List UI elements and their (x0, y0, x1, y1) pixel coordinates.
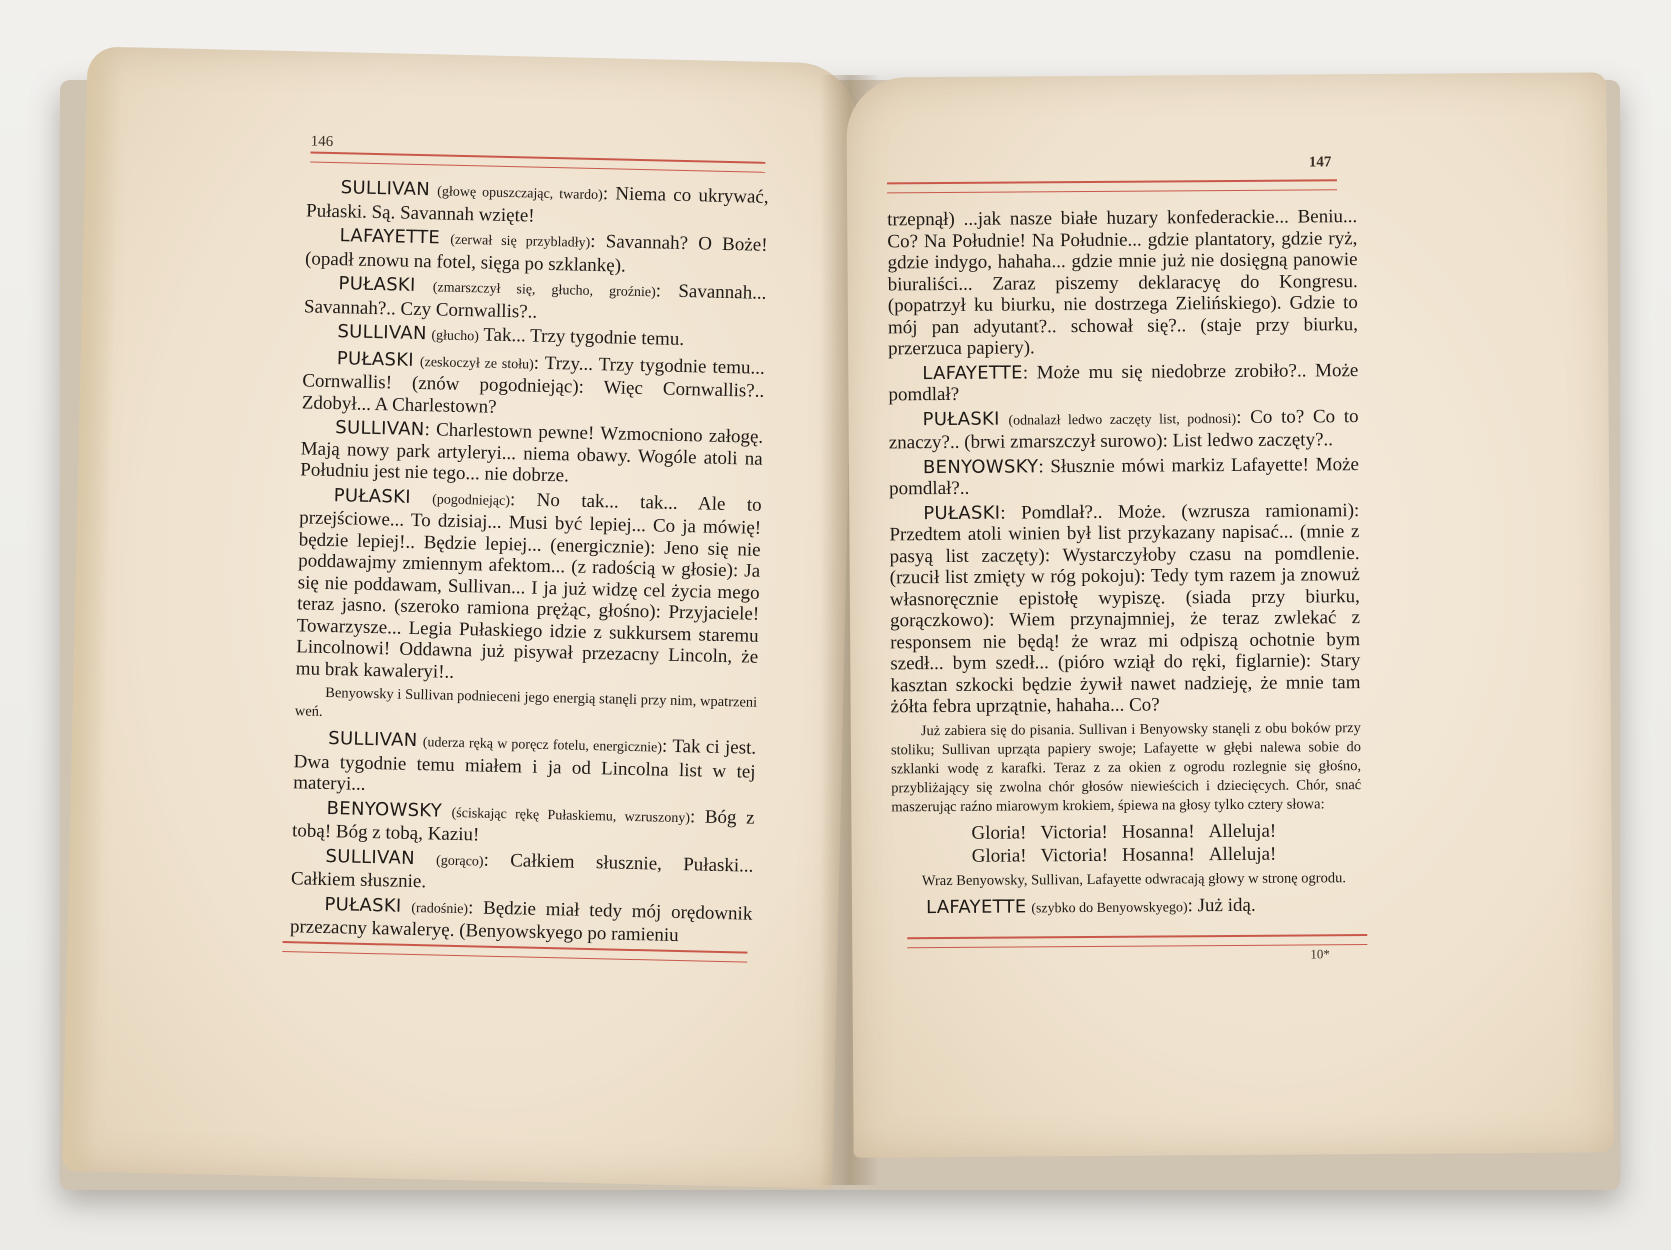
dialogue-text: : Całkiem słusznie, Pułaski... Całkiem słusznie. (290, 849, 754, 893)
stage-direction: (zerwał się przybladły) (450, 232, 591, 251)
dialogue-line (291, 845, 754, 900)
right-page (846, 72, 1614, 1157)
stage-direction: (gorąco) (435, 853, 484, 870)
song-word: Gloria! (971, 845, 1027, 867)
speaker-name: BENYOWSKY (922, 455, 1039, 478)
dialogue-text: : Bóg z tobą! Bóg z tobą, Kaziu! (291, 805, 755, 846)
dialogue-text: : Tak ci jest. Dwa tygodnie temu miałem i ja od Lincolna list w tej materyi... (292, 735, 757, 795)
dialogue-text: : Będzie miał tedy mój orędownik przezacny kawaleryę. (Benyowskyego po ramieniu (289, 896, 753, 947)
continued-text: trzepnął) ...jak nasze białe huzary konfederackie... Beniu... Co? Na Południe! Na Południe... gdzie plantatory, gdzie ryż, gdzie indygo, hahaha... gdzie mnie już nie dosięgną panowie biuraliści... Zaraz piszemy deklaracyę do Kongresu. (popatrzył ku biurku, nie dostrzega Zielińskiego). Gdzie to mój pan adyutant?.. schował się?.. (staje przy biurku, przerzuca papiery). (887, 206, 1359, 360)
dialogue-line (302, 347, 765, 424)
speaker-name: PUŁASKI (324, 893, 402, 917)
dialogue-line (889, 500, 1360, 718)
speaker-name: PUŁASKI (333, 484, 412, 508)
song-word: Hosanna! (1121, 820, 1195, 843)
top-rule-right (887, 179, 1337, 193)
stage-direction: (głucho) (431, 328, 480, 345)
speaker-name: PUŁASKI (923, 502, 1001, 524)
speaker-name: PUŁASKI (922, 408, 1000, 430)
bottom-rule-right (907, 934, 1367, 948)
song-word: Hosanna! (1121, 844, 1195, 866)
dialogue-text: : Już idą. (1187, 894, 1256, 916)
song-word: Victoria! (1040, 821, 1108, 843)
right-page-text (887, 206, 1362, 923)
dialogue-line (889, 454, 1359, 500)
stage-note: Benyowsky i Sullivan podnieceni jego energią stanęli przy nim, wpatrzeni weń. (294, 684, 758, 720)
speaker-name: SULLIVAN (340, 177, 431, 201)
stage-direction: (głowę opuszczając, twardo) (437, 184, 603, 204)
top-rule-left (310, 151, 765, 172)
dialogue-text: : Słusznie mówi markiz Lafayette! Może pomdlał?.. (889, 453, 1360, 500)
dialogue-text: : Niema co ukrywać, Pułaski. Są. Savannah wzięte! (305, 183, 769, 227)
speaker-name: SULLIVAN (327, 728, 418, 752)
stage-direction: (szybko do Benyowskyego) (1031, 899, 1188, 916)
dialogue-text: : No tak... tak... Ale to przejściowe... To dzisiaj... Musi być lepiej... Co ja mówię! będzie lepiej!.. Będzie lepiej... (energicznie): Jeno się nie poddawajmy zmiennym afektom... (z radością w głosie): Ja się nie poddawam, Sullivan... I ja już widzę cel życia mego teraz jasno. (szeroko ramiona prężąc, głośno): Przyjaciele! Towarzysze... Legia Pułaskiego idzie z sukkursem staremu Lincolnowi! Oddawna już pisywał przezacny Lincoln, że mu brak kawaleryi!.. (295, 488, 762, 683)
dialogue-line (889, 406, 1359, 454)
stage-note: Wraz Benyowsky, Sullivan, Lafayette odwracają głowy w stronę ogrodu. (921, 869, 1346, 889)
dialogue-line (300, 416, 763, 491)
speaker-name: BENYOWSKY (326, 797, 443, 822)
dialogue-text: : Savannah... Savannah?.. Czy Cornwallis?.. (303, 280, 767, 323)
speaker-name: LAFAYETTE (922, 361, 1023, 384)
stage-note: Już zabiera się do pisania. Sullivan i Benyowsky stanęli z obu boków przy stoliku; Sullivan uprząta papiery swoje; Lafayette w głębi nalewa sobie do szklanki wodę z karafki. Teraz z za okien z ogrodu rozlegnie się głośno, przybliżający się zwolna chór głosów niewieścich i dziecięcych. Chór, snać maszerując raźno miarowym krokiem, śpiewa na głosy tylko cztery słowa: (890, 719, 1362, 815)
dialogue-text: : Savannah? O Boże! (opadł znowu na fotel, sięga po szklankę). (304, 230, 768, 277)
dialogue-line (296, 484, 762, 690)
stage-direction: (uderza ręką w poręcz fotelu, energicznie) (422, 735, 663, 756)
dialogue-line (306, 176, 769, 231)
dialogue-line (305, 224, 768, 279)
dialogue-text: : Co to? Co to znaczy?.. (brwi zmarszczył surowo): List ledwo zaczęty?.. (888, 405, 1359, 454)
song-word: Gloria! (971, 821, 1027, 844)
dialogue-line (892, 894, 1362, 921)
song-word: Alleluja! (1208, 843, 1277, 866)
dialogue-text: : Może mu się niedobrze zrobiło?.. Może pomdlał? (888, 359, 1359, 406)
dialogue-line (888, 360, 1358, 406)
dialogue-text: Tak... Trzy tygodnie temu. (478, 324, 685, 351)
stage-direction: (ściskając rękę Pułaskiemu, wzruszony) (451, 805, 691, 826)
page-number-right: 147 (1308, 154, 1332, 171)
speaker-name: SULLIVAN (335, 417, 425, 441)
dialogue-text: : Pomdlał?.. Może. (wzrusza ramionami): Przedtem atoli winien był list przykazany napisać... (mnie z pasyą list zaczęty): Wystarczyłoby czasu na pomdlenie. (rzucił list zmięty w róg pokoju): Tedy tym razem ja znowuż własnoręcznie epistołę wypiszę. (siada przy biurku, gorączkowo): Wiem przynajmniej, że teraz zwlekać z responsem nie będą! że wraz mi odpiszą ochotnie bym szedł... bym szedł... (pióro wziął do ręki, figlarnie): Stary kasztan szkocki będzie żywił nawet nadzieję, że mnie tam żółta febra uprzątnie, hahaha... Co? (889, 499, 1361, 718)
stage-direction: (radośnie) (411, 900, 469, 917)
stage-direction: (zeskoczył ze stołu) (419, 354, 534, 373)
stage-direction: (odnalazł ledwo zaczęty list, podnosi) (1008, 411, 1237, 429)
signature-mark: 10* (1310, 946, 1330, 962)
song-line (892, 843, 1362, 868)
stage-direction: (zmarszczył się, głucho, groźnie) (432, 280, 656, 301)
dialogue-line (293, 727, 756, 804)
song-word: Alleluja! (1208, 820, 1277, 842)
page-number-left: 146 (310, 133, 334, 151)
left-page-text (290, 176, 769, 951)
dialogue-text: : Charlestown pewne! Wzmocniono załogę. Mają nowy park artyleryi... niema obawy. Wogóle atoli na Południu jest nie tego... nie dobrze. (300, 419, 764, 487)
speaker-name: SULLIVAN (325, 845, 416, 869)
speaker-name: LAFAYETTE (925, 895, 1027, 918)
speaker-name: PUŁASKI (338, 273, 416, 296)
stage-direction: (pogodniejąc) (432, 491, 511, 509)
dialogue-line (290, 893, 753, 948)
speaker-name: SULLIVAN (337, 321, 427, 345)
dialogue-line (292, 797, 755, 852)
dialogue-line (304, 272, 767, 327)
left-page (62, 46, 857, 1188)
dialogue-text: : Trzy... Trzy tygodnie temu... Cornwallis! (znów pogodniejąc): Więc Cornwallis?.. Zdobył... A Charlestown? (301, 352, 765, 418)
speaker-name: PUŁASKI (336, 347, 415, 371)
song-line (891, 820, 1361, 845)
speaker-name: LAFAYETTE (339, 225, 441, 249)
song-word: Victoria! (1040, 844, 1109, 867)
